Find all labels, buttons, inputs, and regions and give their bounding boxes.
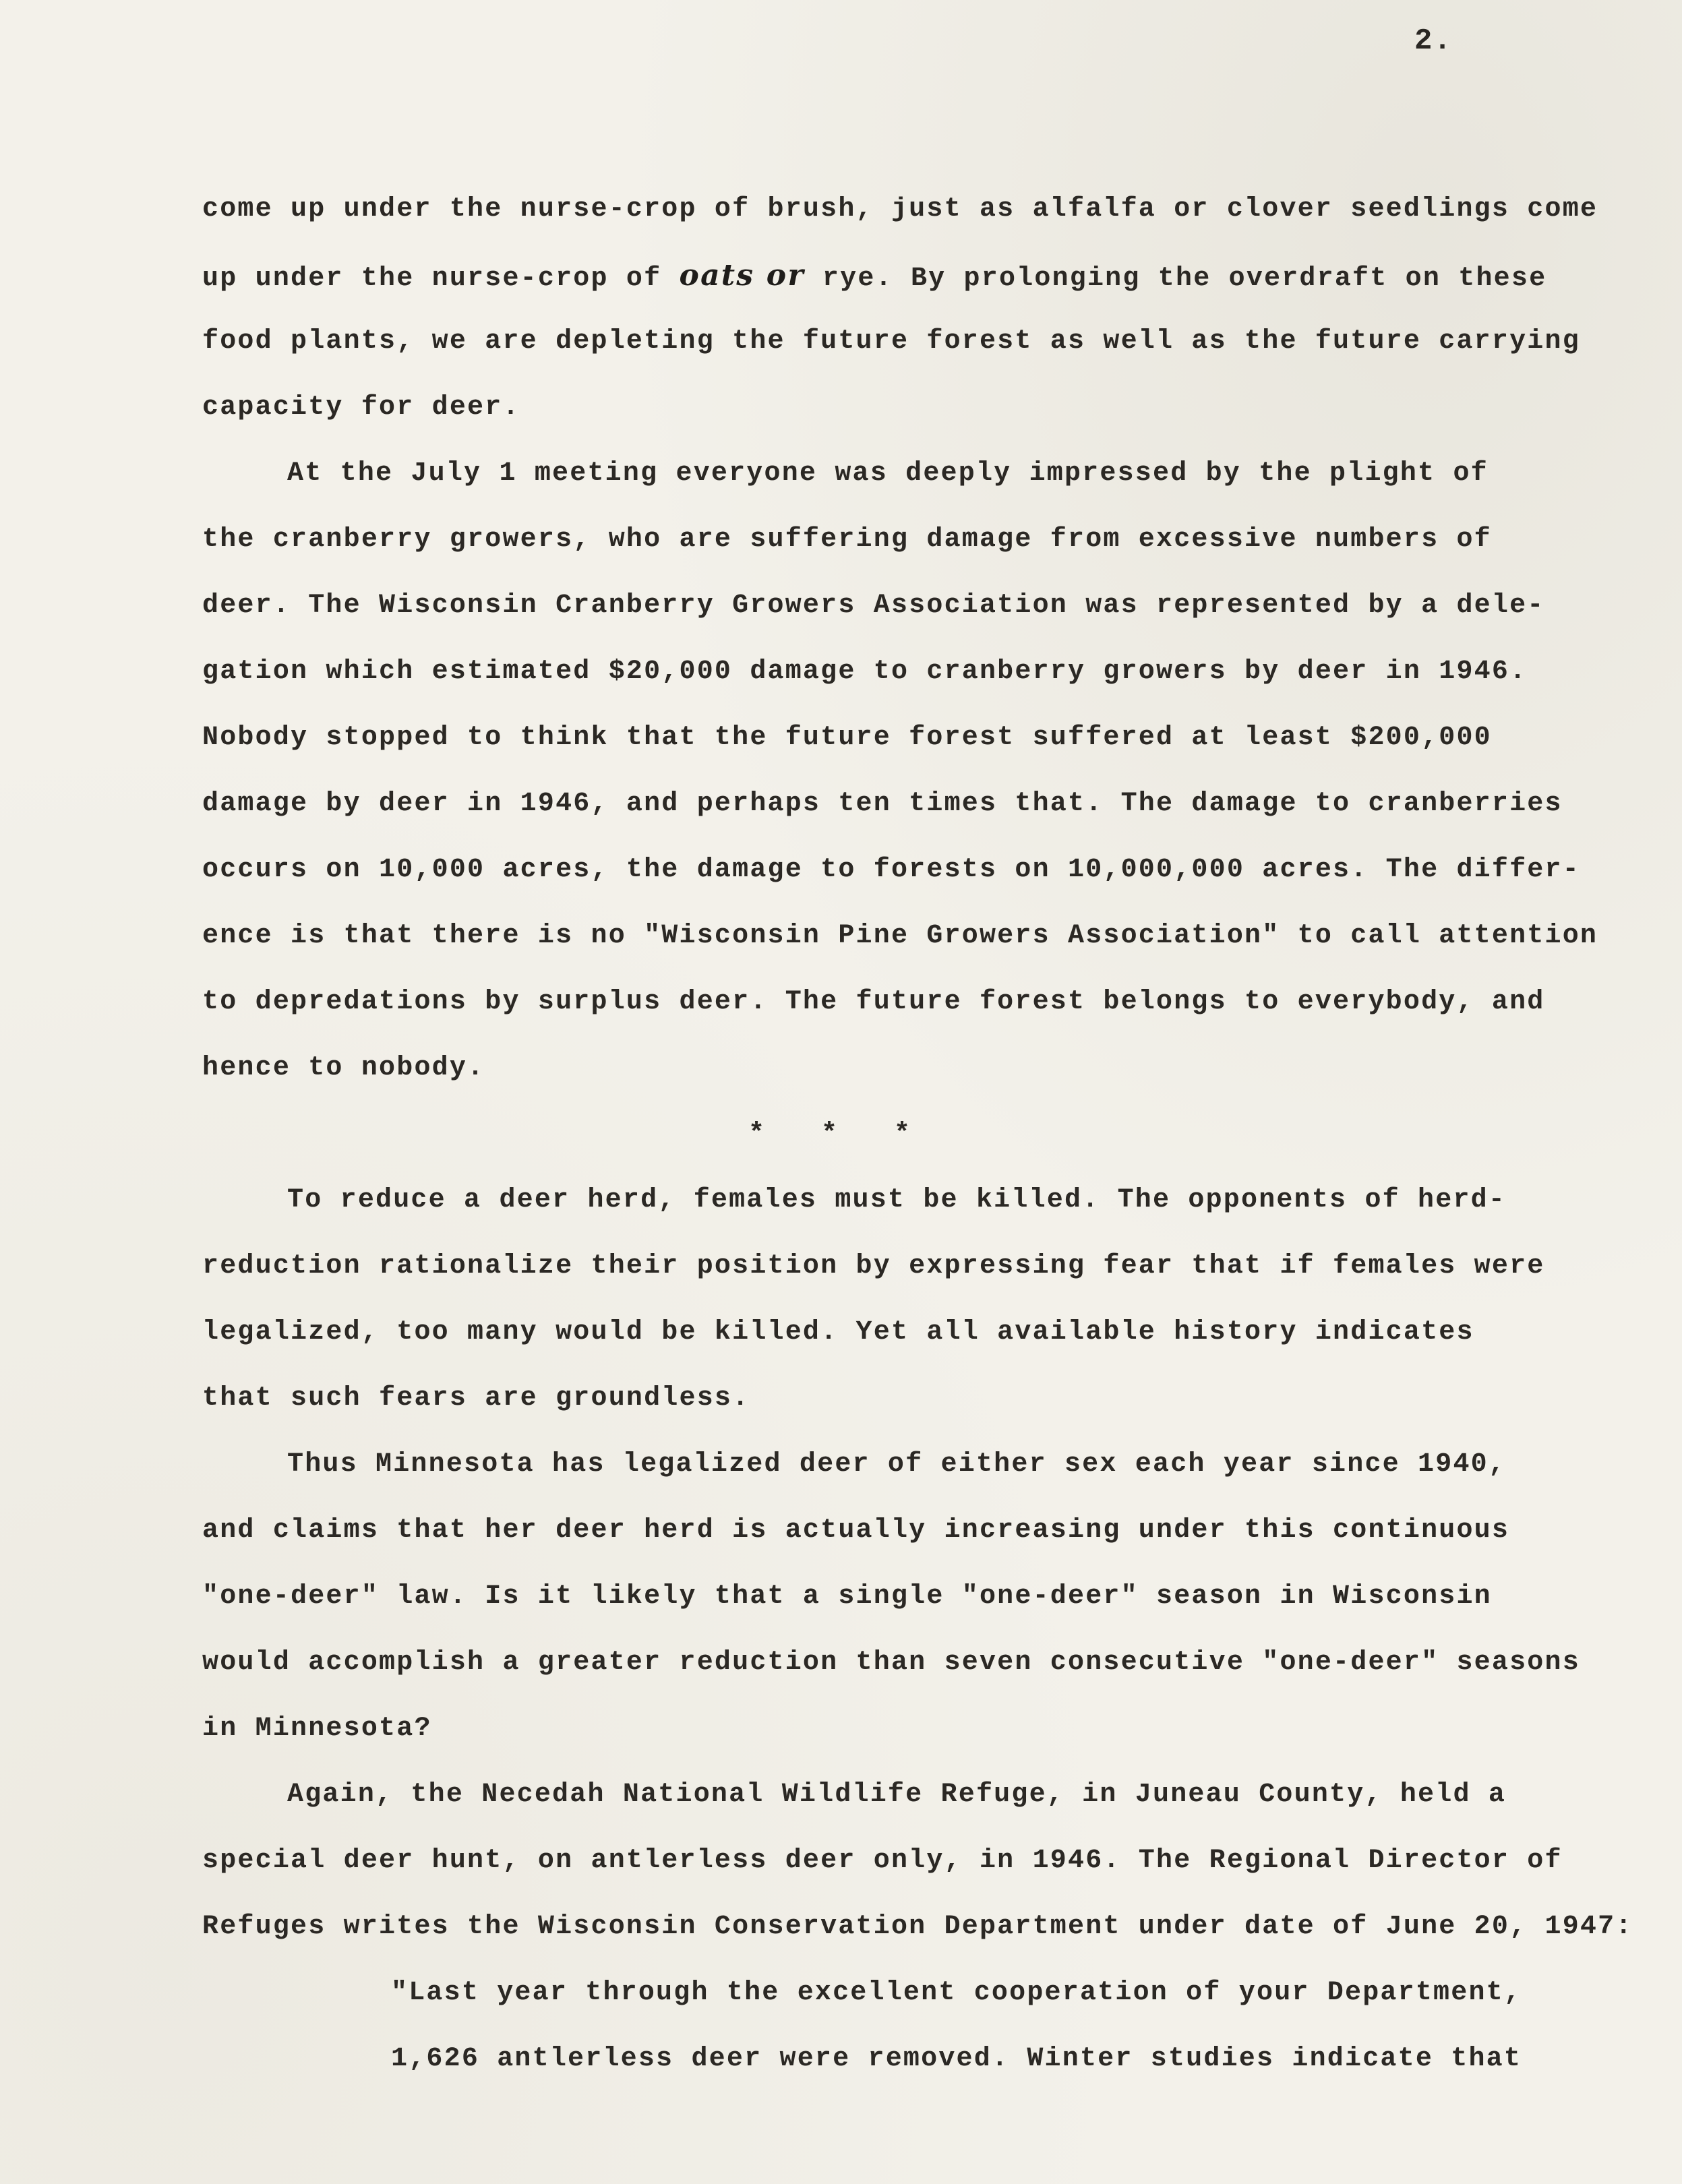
- text-line: [202, 243, 1564, 309]
- text-line: would accomplish a greater reduction than seven consecutive "one-deer" seasons: [202, 1647, 1580, 1678]
- block-quote: [202, 1960, 1564, 2092]
- text-line: Nobody stopped to think that the future forest suffered at least $200,000: [202, 723, 1492, 753]
- text-line: special deer hunt, on antlerless deer only, in 1946. The Regional Director of: [202, 1846, 1563, 1876]
- text-line: come up under the nurse-crop of brush, just as alfalfa or clover seedlings come: [202, 194, 1598, 224]
- text-line: ence is that there is no "Wisconsin Pine Growers Association" to call attention: [202, 921, 1598, 951]
- paragraph-4: [202, 1432, 1580, 1762]
- text-line: the cranberry growers, who are suffering damage from excessive numbers of: [202, 524, 1492, 555]
- text-line: To reduce a deer herd, females must be killed. The opponents of herd-: [287, 1185, 1507, 1215]
- paragraph-5: [202, 1762, 1633, 1960]
- text-line: occurs on 10,000 acres, the damage to forests on 10,000,000 acres. The differ-: [202, 855, 1580, 885]
- text-line: deer. The Wisconsin Cranberry Growers Association was represented by a dele-: [202, 590, 1545, 621]
- text-line: hence to nobody.: [202, 1053, 485, 1083]
- paragraph-3: [202, 1167, 1564, 1432]
- text-line: damage by deer in 1946, and perhaps ten times that. The damage to cranberries: [202, 789, 1563, 819]
- text-line: At the July 1 meeting everyone was deeply impressed by the plight of: [287, 458, 1489, 489]
- text-line: capacity for deer.: [202, 392, 520, 423]
- text-segment: up under the nurse-crop of: [202, 264, 680, 294]
- section-separator: * * *: [748, 1119, 931, 1149]
- text-line: to depredations by surplus deer. The future forest belongs to everybody, and: [202, 987, 1545, 1017]
- text-line: "one-deer" law. Is it likely that a single "one-deer" season in Wisconsin: [202, 1581, 1492, 1612]
- text-line: food plants, we are depleting the future forest as well as the future carrying: [202, 326, 1580, 357]
- body-text: [202, 177, 1633, 2092]
- paragraph-2: [202, 441, 1598, 1101]
- text-line: gation which estimated $20,000 damage to cranberry growers by deer in 1946.: [202, 657, 1528, 687]
- text-segment: rye. By prolonging the overdraft on these: [804, 264, 1547, 294]
- text-line: reduction rationalize their position by expressing fear that if females were: [202, 1251, 1545, 1281]
- text-line: Refuges writes the Wisconsin Conservation Department under date of June 20, 1947:: [202, 1912, 1633, 1942]
- text-line: and claims that her deer herd is actually increasing under this continuous: [202, 1515, 1510, 1546]
- paragraph-1: [202, 177, 1598, 441]
- text-line: in Minnesota?: [202, 1713, 432, 1744]
- text-line: Thus Minnesota has legalized deer of either sex each year since 1940,: [287, 1449, 1507, 1480]
- text-line: that such fears are groundless.: [202, 1383, 750, 1414]
- text-line: Again, the Necedah National Wildlife Refuge, in Juneau County, held a: [287, 1780, 1507, 1810]
- page-number: 2.: [1414, 24, 1453, 58]
- quote-line: "Last year through the excellent cooperation of your Department,: [391, 1978, 1522, 2008]
- handwritten-insert: oats or: [679, 258, 805, 293]
- quote-line: 1,626 antlerless deer were removed. Winter studies indicate that: [391, 2044, 1522, 2074]
- text-line: legalized, too many would be killed. Yet all available history indicates: [202, 1317, 1474, 1347]
